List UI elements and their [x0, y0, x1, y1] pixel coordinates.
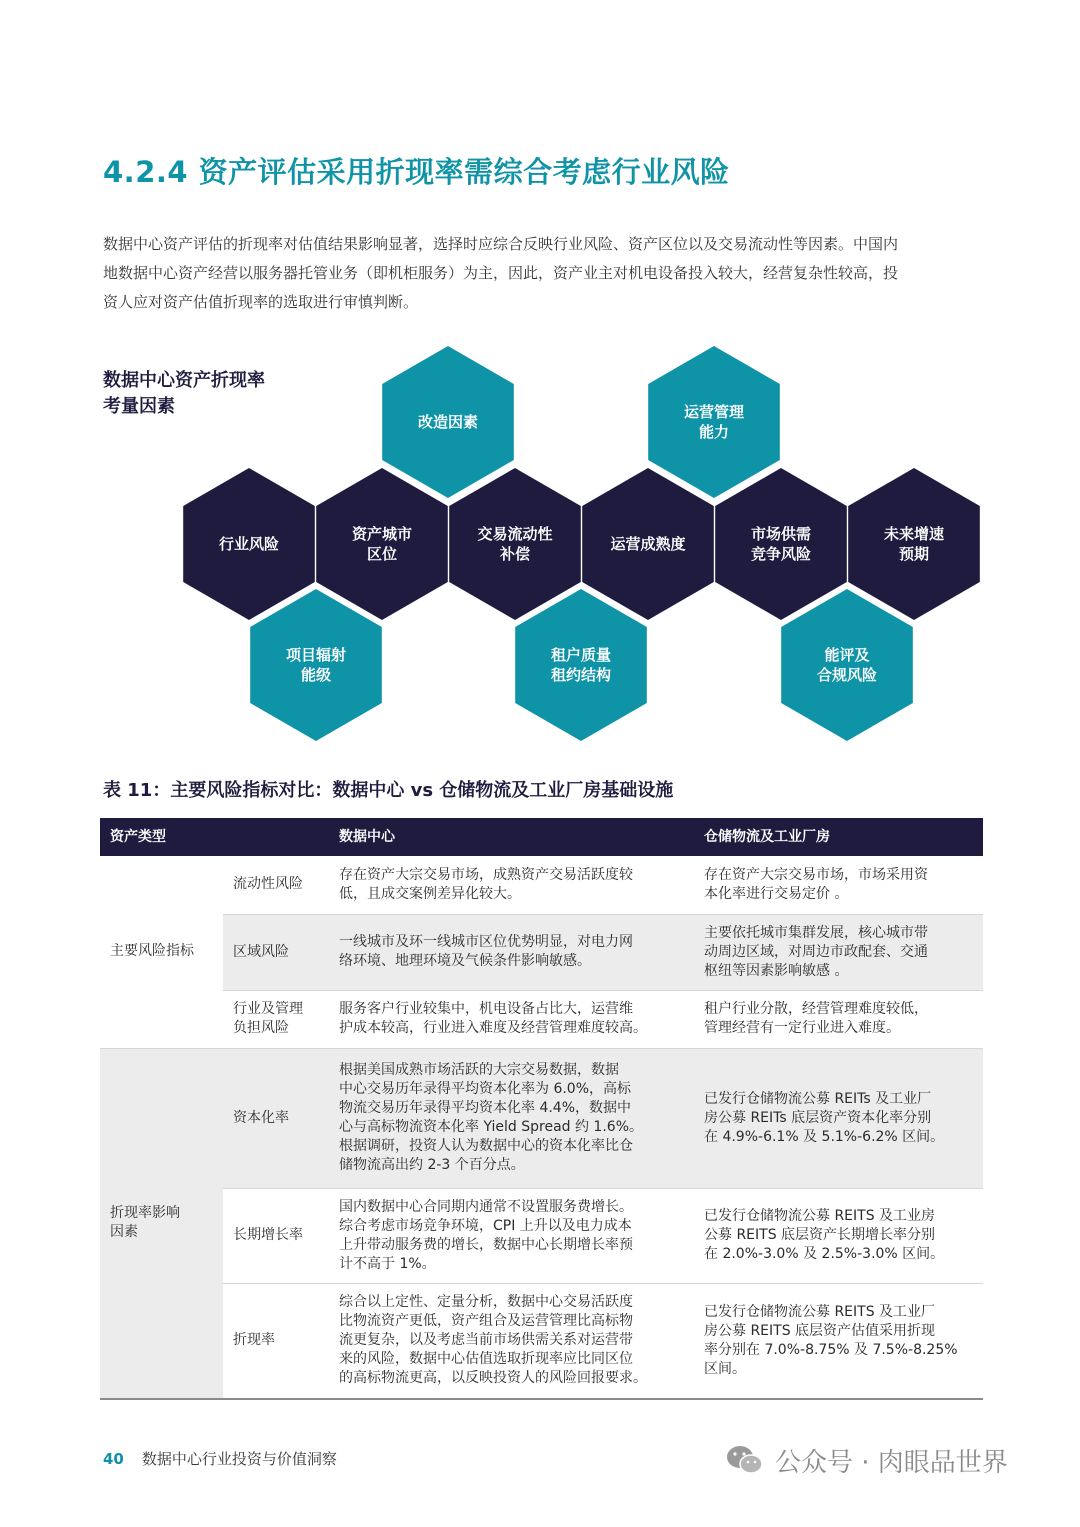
footer-title: 数据中心行业投资与价值洞察	[141, 1450, 337, 1468]
risk-subcategory-cell	[223, 1283, 329, 1399]
hexagon-label-line: 改造因素	[417, 413, 478, 431]
table-header-row	[100, 818, 983, 856]
data-center-cell-line: 比物流资产更低，资产组合及运营管理比高标物	[339, 1313, 633, 1330]
hexagon-label-line: 补偿	[499, 545, 530, 563]
risk-subcategory-cell-line: 资本化率	[233, 1109, 289, 1126]
hexagon-label-line: 市场供需	[750, 525, 811, 543]
warehouse-cell-line: 已发行仓储物流公募 REITs 及工业厂	[704, 1090, 932, 1107]
data-center-cell-line: 综合考虑市场竞争环境，CPI 上升以及电力成本	[339, 1217, 632, 1234]
hexagon-label-line: 竞争风险	[750, 545, 811, 563]
warehouse-cell	[694, 1188, 983, 1283]
hexagon-label	[322, 524, 442, 564]
header-warehouse: 仓储物流及工业厂房	[694, 818, 983, 856]
data-center-cell-line: 计不高于 1%。	[339, 1255, 436, 1272]
data-center-cell-line: 来的风险，数据中心估值选取折现率应比同区位	[339, 1351, 633, 1368]
hexagon-label-line: 交易流动性	[477, 525, 553, 543]
data-center-cell-line: 根据美国成熟市场活跃的大宗交易数据，数据	[339, 1062, 619, 1078]
intro-line: 资人应对资产估值折现率的选取进行审慎判断。	[103, 293, 419, 311]
hexagon-label	[388, 412, 508, 432]
warehouse-cell-line: 房公募 REITS 底层资产估值采用折现	[704, 1322, 936, 1339]
group-name-cell	[100, 856, 223, 1048]
hexagon-label-line: 运营成熟度	[610, 535, 686, 553]
hexagon-label-line: 能评及	[824, 646, 870, 664]
risk-subcategory-cell	[223, 1188, 329, 1283]
warehouse-cell-line: 率分别在 7.0%-8.75% 及 7.5%-8.25%	[704, 1341, 958, 1358]
data-center-cell-line: 根据调研，投资人认为数据中心的资本化率比仓	[339, 1138, 633, 1154]
header-asset-type: 资产类型	[100, 818, 329, 856]
risk-subcategory-cell-line: 折现率	[233, 1332, 275, 1349]
data-center-cell-line: 储物流高出约 2-3 个百分点。	[339, 1157, 525, 1173]
risk-subcategory-cell-line: 负担风险	[233, 1020, 289, 1036]
table-row	[100, 1283, 983, 1399]
group-name-cell	[100, 1048, 223, 1399]
hexagon-label	[521, 645, 641, 685]
table-row	[100, 990, 983, 1048]
warehouse-cell-line: 房公募 REITs 底层资产资本化率分别	[704, 1109, 932, 1126]
hexagon-label	[588, 534, 708, 554]
hexagon-label	[189, 534, 309, 554]
data-center-cell	[329, 1048, 694, 1188]
page-number: 40	[103, 1450, 124, 1468]
risk-subcategory-cell-line: 长期增长率	[233, 1227, 303, 1243]
warehouse-cell-line: 在 4.9%-6.1% 及 5.1%-6.2% 区间。	[704, 1128, 945, 1145]
table-row	[100, 914, 983, 990]
warehouse-cell-line: 租户行业分散，经营管理难度较低，	[704, 1001, 928, 1017]
hexagon-label	[455, 524, 575, 564]
section-heading: 4.2.4 资产评估采用折现率需综合考虑行业风险	[103, 155, 730, 189]
group-name-cell-line: 因素	[110, 1224, 138, 1241]
warehouse-cell	[694, 856, 983, 914]
risk-subcategory-cell-line: 区域风险	[233, 943, 289, 960]
header-data-center: 数据中心	[329, 818, 694, 856]
data-center-cell-line: 国内数据中心合同期内通常不设置服务费增长。	[339, 1198, 633, 1215]
warehouse-cell-line: 枢纽等因素影响敏感 。	[704, 962, 849, 979]
figure-label-line: 数据中心资产折现率	[103, 370, 265, 391]
risk-subcategory-cell-line: 流动性风险	[233, 876, 303, 893]
warehouse-cell-line: 公募 REITS 底层资产长期增长率分别	[704, 1227, 936, 1243]
data-center-cell	[329, 914, 694, 990]
data-center-cell-line: 一线城市及环一线城市区位优势明显，对电力网	[339, 934, 633, 950]
data-center-cell-line: 服务客户行业较集中，机电设备占比大，运营维	[339, 1001, 633, 1017]
risk-subcategory-cell	[223, 914, 329, 990]
hexagon-label	[256, 645, 376, 685]
data-center-cell-line: 流更复杂，以及考虑当前市场供需关系对运营带	[339, 1332, 633, 1349]
watermark-text: 公众号 · 肉眼品世界	[775, 1447, 1008, 1478]
hexagon-label-line: 行业风险	[218, 535, 279, 553]
hexagon-label	[854, 524, 974, 564]
data-center-cell-line: 物流交易历年录得平均资本化率 4.4%，数据中	[339, 1100, 632, 1116]
warehouse-cell	[694, 990, 983, 1048]
data-center-cell-line: 络环境、地理环境及气候条件影响敏感。	[339, 953, 591, 969]
data-center-cell-line: 中心交易历年录得平均资本化率为 6.0%，高标	[339, 1081, 632, 1097]
data-center-cell-line: 护成本较高，行业进入难度及经营管理难度较高。	[339, 1020, 647, 1036]
risk-subcategory-cell-line: 行业及管理	[233, 1001, 303, 1017]
data-center-cell	[329, 990, 694, 1048]
intro-line: 数据中心资产评估的折现率对估值结果影响显著，选择时应综合反映行业风险、资产区位以及交易流动性等因素。中国内	[103, 235, 899, 253]
warehouse-cell-line: 区间。	[704, 1360, 746, 1377]
hexagon-label-line: 租约结构	[550, 666, 611, 684]
hexagon-label-line: 区位	[366, 545, 397, 563]
data-center-cell-line: 上升带动服务费的增长，数据中心长期增长率预	[339, 1236, 633, 1253]
risk-subcategory-cell	[223, 990, 329, 1048]
data-center-cell-line: 低，且成交案例差异化较大。	[339, 885, 521, 902]
data-center-cell-line: 存在资产大宗交易市场，成熟资产交易活跃度较	[339, 866, 633, 883]
hexagon-label	[721, 524, 841, 564]
hexagon-label	[787, 645, 907, 685]
warehouse-cell	[694, 914, 983, 990]
hexagon-label-line: 能力	[698, 423, 729, 441]
page-footer	[103, 1448, 337, 1469]
hexagon-label-line: 能级	[300, 666, 331, 684]
hexagon-label	[654, 402, 774, 442]
warehouse-cell-line: 动周边区域，对周边市政配套、交通	[704, 943, 928, 960]
data-center-cell-line: 的高标物流更高，以反映投资人的风险回报要求。	[339, 1370, 647, 1387]
intro-line: 地数据中心资产经营以服务器托管业务（即机柜服务）为主，因此，资产业主对机电设备投入较大，经营复杂性较高，投	[103, 264, 899, 282]
warehouse-cell-line: 主要依托城市集群发展，核心城市带	[704, 924, 928, 941]
warehouse-cell	[694, 1283, 983, 1399]
wechat-icon	[725, 1444, 765, 1476]
warehouse-cell-line: 本化率进行交易定价 。	[704, 885, 849, 902]
hexagon-label-line: 租户质量	[550, 646, 611, 664]
hexagon-label-line: 资产城市	[351, 525, 412, 543]
group-name-cell-line: 主要风险指标	[110, 943, 194, 960]
data-center-cell-line: 心与高标物流资本化率 Yield Spread 约 1.6%。	[339, 1119, 644, 1135]
warehouse-cell-line: 在 2.0%-3.0% 及 2.5%-3.0% 区间。	[704, 1246, 945, 1262]
table-row	[100, 856, 983, 914]
warehouse-cell-line: 已发行仓储物流公募 REITS 及工业厂	[704, 1303, 936, 1320]
watermark	[725, 1440, 1008, 1480]
warehouse-cell-line: 存在资产大宗交易市场，市场采用资	[704, 866, 928, 883]
data-center-cell	[329, 856, 694, 914]
warehouse-cell	[694, 1048, 983, 1188]
data-center-cell	[329, 1188, 694, 1283]
figure-label-line: 考量因素	[103, 396, 175, 417]
hexagon-label-line: 未来增速	[883, 525, 944, 543]
table-row	[100, 1188, 983, 1283]
warehouse-cell-line: 已发行仓储物流公募 REITS 及工业房	[704, 1208, 936, 1224]
data-center-cell-line: 综合以上定性、定量分析，数据中心交易活跃度	[339, 1294, 633, 1311]
risk-subcategory-cell	[223, 856, 329, 914]
warehouse-cell-line: 管理经营有一定行业进入难度。	[704, 1020, 900, 1036]
hexagon-label-line: 运营管理	[683, 403, 744, 421]
hexagon-label-line: 合规风险	[816, 666, 877, 684]
risk-subcategory-cell	[223, 1048, 329, 1188]
data-center-cell	[329, 1283, 694, 1399]
table-row	[100, 1048, 983, 1188]
table-caption: 表 11：主要风险指标对比：数据中心 vs 仓储物流及工业厂房基础设施	[103, 780, 674, 801]
group-name-cell-line: 折现率影响	[110, 1205, 180, 1222]
hexagon-label-line: 项目辐射	[285, 646, 346, 664]
risk-comparison-table	[100, 818, 983, 1400]
hexagon-label-line: 预期	[898, 545, 929, 563]
